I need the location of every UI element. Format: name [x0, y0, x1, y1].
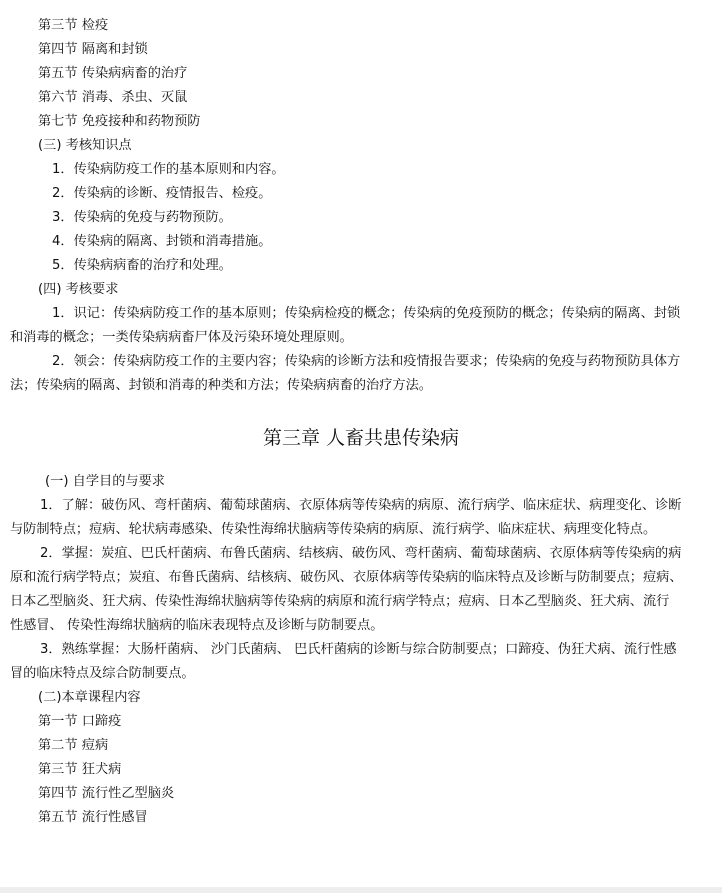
requirement-text: 2．领会：传染病防疫工作的主要内容；传染病的诊断方法和疫情报告要求；传染病的免疫与药物预防具体方: [52, 354, 681, 369]
knowledge-point: 3．传染病的免疫与药物预防。: [52, 210, 232, 225]
objective-text: 与防制特点；痘病、轮状病毒感染、传染性海绵状脑病等传染病的病原、流行病学、临床症状、病理变化特点。: [10, 522, 657, 537]
objective-text: 2．掌握：炭疽、巴氏杆菌病、布鲁氏菌病、结核病、破伤风、弯杆菌病、葡萄球菌病、衣原体病等传染病的病: [40, 546, 682, 561]
objective-text: 3．熟练掌握：大肠杆菌病、 沙门氏菌病、 巴氏杆菌病的诊断与综合防制要点；口蹄疫、伪狂犬病、流行性感: [40, 642, 677, 657]
section-item: 第三节 检疫: [38, 18, 109, 33]
content-header: (二)本章课程内容: [38, 690, 141, 705]
content-section: 第五节 流行性感冒: [38, 810, 148, 825]
bottom-scroll-track: [0, 887, 722, 893]
requirement-text: 和消毒的概念；一类传染病病畜尸体及污染环境处理原则。: [10, 330, 353, 345]
requirement-text: 1．识记：传染病防疫工作的基本原则；传染病检疫的概念；传染病的免疫预防的概念；传染病的隔离、封锁: [52, 306, 681, 321]
knowledge-point: 2．传染病的诊断、疫情报告、检疫。: [52, 186, 272, 201]
knowledge-point: 1．传染病防疫工作的基本原则和内容。: [52, 162, 285, 177]
chapter-title: 第三章 人畜共患传染病: [262, 427, 460, 449]
objective-text: 1．了解：破伤风、弯杆菌病、葡萄球菌病、衣原体病等传染病的病原、流行病学、临床症状、病理变化、诊断: [40, 498, 682, 513]
objectives-header: (一) 自学目的与要求: [45, 474, 165, 489]
content-section: 第二节 痘病: [38, 738, 109, 753]
objective-text: 日本乙型脑炎、狂犬病、传染性海绵状脑病等传染病的病原和流行病学特点；痘病、日本乙型脑炎、狂犬病、流行: [10, 594, 670, 609]
section-item: 第六节 消毒、杀虫、灭鼠: [38, 90, 188, 105]
requirement-text: 法；传染病的隔离、封锁和消毒的种类和方法；传染病病畜的治疗方法。: [10, 378, 432, 393]
content-section: 第四节 流行性乙型脑炎: [38, 786, 175, 801]
objective-text: 冒的临床特点及综合防制要点。: [10, 666, 195, 681]
section-item: 第四节 隔离和封锁: [38, 42, 148, 57]
content-section: 第三节 狂犬病: [38, 762, 122, 777]
objective-text: 性感冒、 传染性海绵状脑病的临床表现特点及诊断与防制要点。: [10, 618, 384, 633]
knowledge-point: 4．传染病的隔离、封锁和消毒措施。: [52, 234, 272, 249]
objective-text: 原和流行病学特点；炭疽、布鲁氏菌病、结核病、破伤风、衣原体病等传染病的临床特点及诊断与防制要点；痘病、: [10, 570, 683, 585]
content-section: 第一节 口蹄疫: [38, 714, 122, 729]
requirements-header: (四) 考核要求: [38, 282, 119, 297]
knowledge-header: (三) 考核知识点: [38, 138, 132, 153]
section-item: 第五节 传染病病畜的治疗: [38, 66, 188, 81]
knowledge-point: 5．传染病病畜的治疗和处理。: [52, 258, 232, 273]
section-item: 第七节 免疫接种和药物预防: [38, 114, 201, 129]
